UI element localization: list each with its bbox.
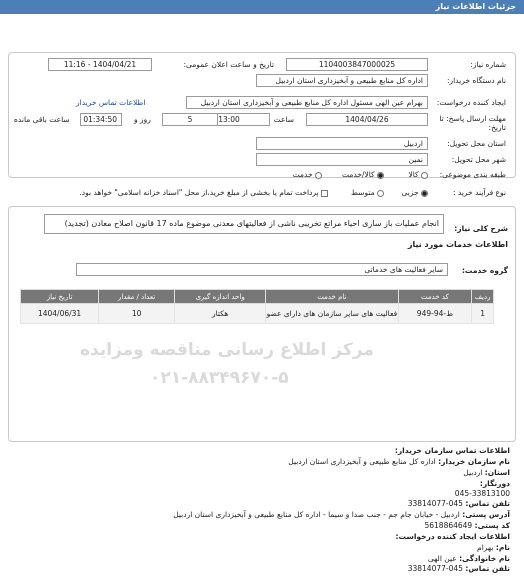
table-cell: ط-94-949: [398, 304, 472, 324]
province-line: [463, 468, 510, 477]
category-option-service[interactable]: [293, 170, 322, 179]
radio-icon[interactable]: [377, 190, 384, 197]
line-value: 5618864649: [424, 521, 473, 530]
buyer-org-field: اداره کل منابع طبیعی و آبخیزداری استان اردبیل: [256, 74, 428, 87]
table-cell: هکتار: [175, 304, 266, 324]
category-option-goods[interactable]: [408, 170, 428, 179]
category-label: طبقه بندی موضوعی:: [439, 170, 506, 179]
province-label: استان محل تحویل:: [447, 139, 506, 148]
process-option-minor[interactable]: [401, 188, 428, 197]
line-value: اردبیل - خیابان جام جم - جنب صدا و سیما - اداره کل منابع طبیعی و آبخیزداری استان اردبیل: [173, 510, 460, 519]
table-cell: 1404/06/31: [21, 304, 99, 324]
announce-field: 1404/04/21 - 11:16: [48, 58, 152, 71]
column-header: واحد اندازه گیری: [175, 290, 266, 304]
line-label: نام:: [495, 543, 510, 552]
payment-note[interactable]: [79, 188, 328, 197]
radio-icon[interactable]: [421, 172, 428, 179]
need-number-field: 1104003847000025: [286, 58, 428, 71]
table-cell: 1: [472, 304, 494, 324]
fax-line: [480, 479, 510, 488]
service-group-label: گروه خدمت:: [461, 266, 508, 275]
need-summary-field: انجام عملیات باز سازی احیاء مراتع تخریبی ناشی از فعالیتهای معدنی موضوع ماده 17 قانون اصلاح معادن (تجدید): [44, 214, 444, 234]
address-line: [173, 510, 510, 519]
creator-family-line: [428, 554, 510, 563]
province-field: اردبیل: [256, 137, 428, 150]
creator-label: ایجاد کننده درخواست:: [436, 98, 506, 107]
line-label: کد پستی:: [474, 521, 510, 530]
radio-selected-icon[interactable]: [421, 190, 428, 197]
deadline-label: مهلت ارسال پاسخ: تا تاریخ:: [439, 114, 506, 132]
postal-line: [424, 521, 510, 530]
services-section-title: اطلاعات خدمات مورد نیاز: [407, 240, 508, 249]
line-label: دورنگار:: [479, 479, 510, 488]
process-label: نوع فرآیند خرید :: [452, 188, 506, 197]
column-header: کد خدمت: [398, 290, 472, 304]
remaining-time-field: 01:34:50: [80, 113, 122, 126]
creator-field: بهرام عین الهی مسئول اداره کل منابع طبیعی و آبخیزداری استان اردبیل: [186, 96, 428, 109]
watermark-text: مرکز اطلاع رسانی مناقصه ومزایده: [80, 340, 374, 360]
hour-label: ساعت: [273, 115, 294, 124]
line-value: عین الهی: [427, 554, 457, 563]
line-label: آدرس پستی:: [462, 510, 510, 519]
category-option-label: کالا/خدمت: [341, 170, 375, 179]
buyer-contact-link[interactable]: اطلاعات تماس خریدار: [76, 98, 146, 107]
deadline-time-field: 13:00: [188, 113, 270, 126]
city-label: شهر محل تحویل:: [451, 155, 506, 164]
line-value: اداره کل منابع طبیعی و آبخیزداری استان اردبیل: [288, 457, 436, 466]
creator-phone-line: [408, 564, 510, 573]
line-value: بهرام: [477, 543, 494, 552]
radio-selected-icon[interactable]: [377, 172, 384, 179]
column-header: ردیف: [472, 290, 494, 304]
line-label: استان:: [484, 468, 510, 477]
category-option-goods-service[interactable]: [342, 170, 384, 179]
buyer-contact-title: اطلاعات تماس سازمان خریدار:: [394, 446, 510, 455]
line-label: تلفن تماس:: [465, 564, 510, 573]
process-option-label: جزیی: [401, 188, 419, 197]
column-header: نام خدمت: [266, 290, 398, 304]
services-table: [20, 289, 494, 324]
line-label: تلفن تماس:: [465, 499, 510, 508]
table-row: [21, 304, 494, 324]
line-value: 045-33814077: [407, 499, 463, 508]
phone-line: [408, 499, 510, 508]
deadline-date-field: 1404/04/26: [306, 113, 428, 126]
category-option-label: کالا: [408, 170, 419, 179]
creator-contact-title: اطلاعات ایجاد کننده درخواست:: [395, 532, 510, 541]
table-cell: 10: [99, 304, 175, 324]
process-option-label: متوسط: [351, 188, 375, 197]
creator-name-line: [477, 543, 510, 552]
remaining-label: ساعت باقی مانده: [14, 115, 70, 124]
fax-value: 045-33813100: [454, 489, 510, 498]
payment-note-text: پرداخت تمام یا بخشی از مبلغ خرید،از محل "اسناد خزانه اسلامی" خواهد بود.: [79, 188, 319, 197]
page-header: [0, 0, 524, 14]
table-header-row: [21, 290, 494, 304]
days-label: روز و: [134, 115, 151, 124]
process-option-medium[interactable]: [351, 188, 384, 197]
line-label: نام سازمان خریدار:: [438, 457, 510, 466]
category-option-label: خدمت: [292, 170, 313, 179]
buyer-org-label: نام دستگاه خریدار:: [446, 76, 506, 85]
service-group-field: سایر فعالیت های خدماتی: [76, 263, 448, 276]
watermark-phone: ۰۲۱-۸۸۳۴۹۶۷۰-۵: [150, 368, 289, 388]
column-header: تاریخ نیاز: [21, 290, 99, 304]
need-number-label: شماره نیاز:: [470, 60, 506, 69]
days-field: 5: [162, 113, 218, 126]
checkbox-icon[interactable]: [321, 190, 328, 197]
table-cell: فعالیت های سایر سازمان های دارای عضو: [266, 304, 398, 324]
line-value: 045-33814077: [407, 564, 463, 573]
city-field: نمین: [256, 153, 428, 166]
buyer-org-line: [288, 457, 510, 466]
announce-label: تاریخ و ساعت اعلان عمومی:: [183, 60, 274, 69]
line-label: نام خانوادگی:: [459, 554, 510, 563]
line-value: اردبیل: [463, 468, 483, 477]
need-summary-label: شرح کلی نیاز:: [454, 224, 508, 233]
radio-icon[interactable]: [315, 172, 322, 179]
page-title: جزئیات اطلاعات نیاز: [435, 2, 516, 11]
column-header: تعداد / مقدار: [99, 290, 175, 304]
